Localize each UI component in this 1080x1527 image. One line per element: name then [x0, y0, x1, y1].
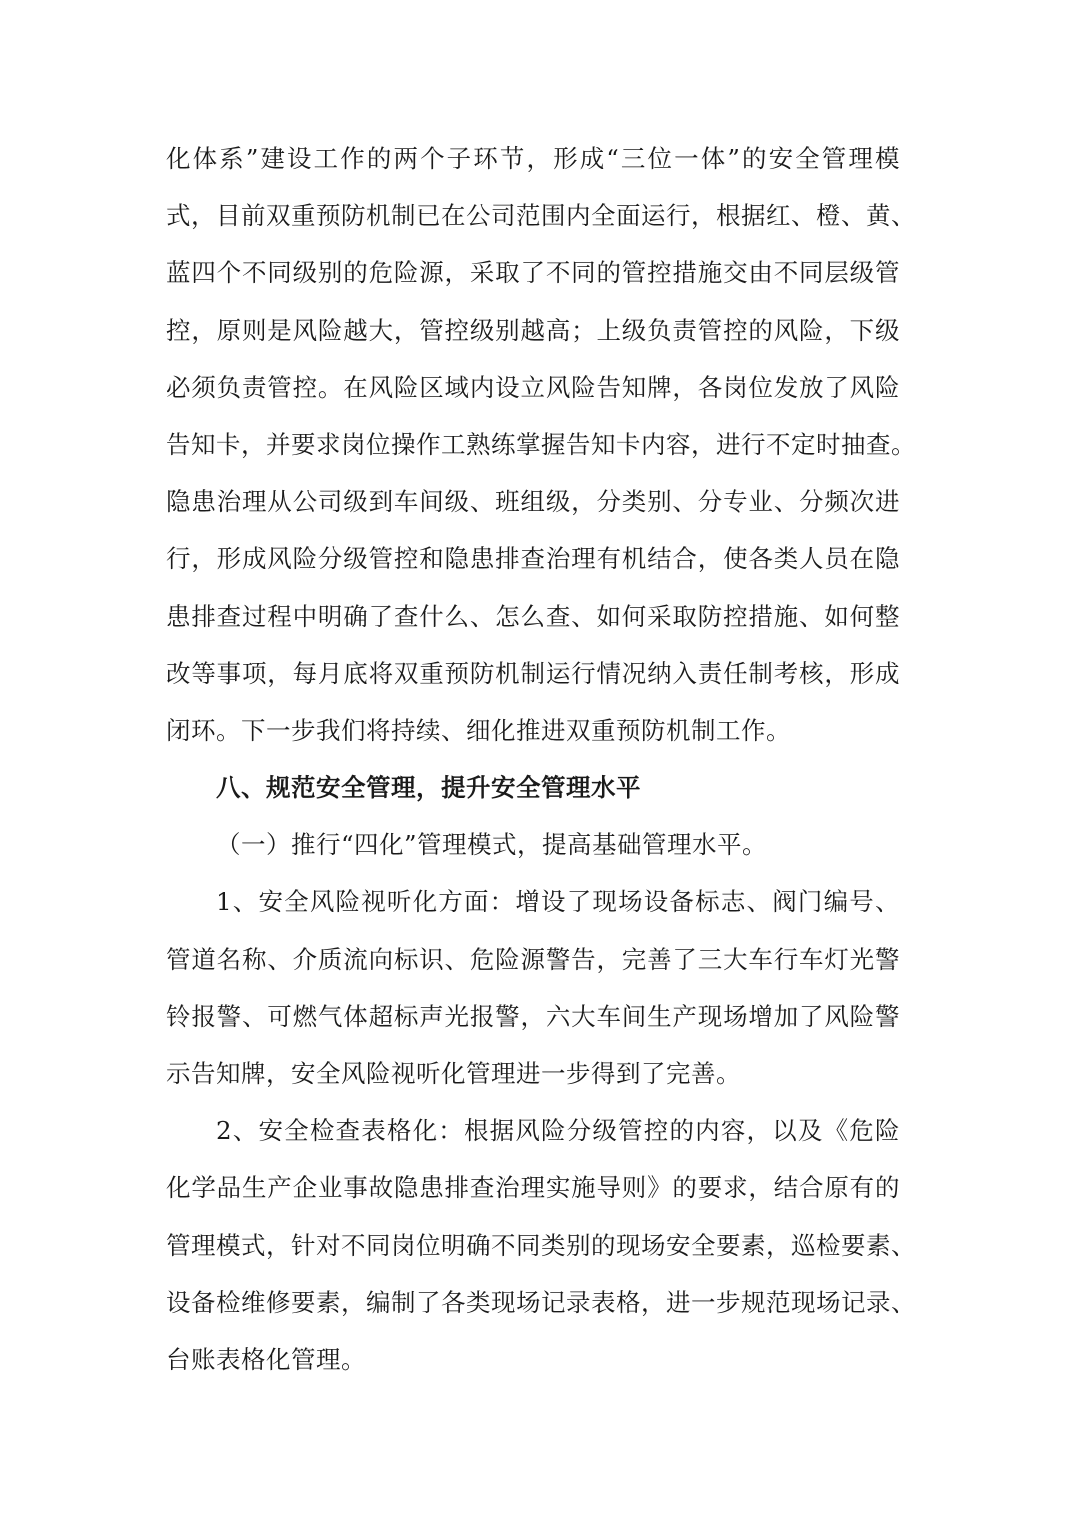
text-line: 蓝四个不同级别的危险源，采取了不同的管控措施交由不同层级管 [166, 258, 900, 288]
text-line: 控，原则是风险越大，管控级别越高；上级负责管控的风险，下级 [166, 315, 900, 345]
text-line: 隐患治理从公司级到车间级、班组级，分类别、分专业、分频次进 [166, 487, 900, 517]
document-page [166, 130, 916, 1388]
text-line: 铃报警、可燃气体超标声光报警，六大车间生产现场增加了风险警 [166, 1001, 900, 1031]
text-line: 改等事项，每月底将双重预防机制运行情况纳入责任制考核，形成 [166, 658, 900, 688]
text-line: 必须负责管控。在风险区域内设立风险告知牌，各岗位发放了风险 [166, 372, 900, 402]
paragraph-risk-visualization [166, 873, 900, 1102]
text-line: 化体系”建设工作的两个子环节，形成“三位一体”的安全管理模 [166, 144, 900, 173]
text-line: 式，目前双重预防机制已在公司范围内全面运行，根据红、橙、黄、 [166, 201, 916, 231]
paragraph-double-prevention [166, 130, 916, 759]
text-line: 示告知牌，安全风险视听化管理进一步得到了完善。 [166, 1059, 741, 1088]
subheading: （一）推行“四化”管理模式，提高基础管理水平。 [216, 830, 768, 860]
text-line: 闭环。下一步我们将持续、细化推进双重预防机制工作。 [166, 715, 791, 745]
text-line: 患排查过程中明确了查什么、怎么查、如何采取防控措施、如何整 [166, 601, 900, 631]
text-line: 1、安全风险视听化方面：增设了现场设备标志、阀门编号、 [216, 887, 900, 917]
section-heading: 八、规范安全管理，提升安全管理水平 [216, 773, 641, 803]
paragraph-checklist-tabulation [166, 1102, 916, 1388]
text-line: 管理模式，针对不同岗位明确不同类别的现场安全要素，巡检要素、 [166, 1230, 916, 1260]
text-line: 管道名称、介质流向标识、危险源警告，完善了三大车行车灯光警 [166, 944, 900, 974]
text-line: 行，形成风险分级管控和隐患排查治理有机结合，使各类人员在隐 [166, 544, 900, 574]
text-line: 设备检维修要素，编制了各类现场记录表格，进一步规范现场记录、 [166, 1287, 916, 1317]
text-line: 告知卡，并要求岗位操作工熟练掌握告知卡内容，进行不定时抽查。 [166, 429, 916, 459]
text-line: 2、安全检查表格化：根据风险分级管控的内容，以及《危险 [216, 1116, 900, 1146]
text-line: 化学品生产企业事故隐患排查治理实施导则》的要求，结合原有的 [166, 1173, 900, 1203]
text-line: 台账表格化管理。 [166, 1344, 366, 1374]
